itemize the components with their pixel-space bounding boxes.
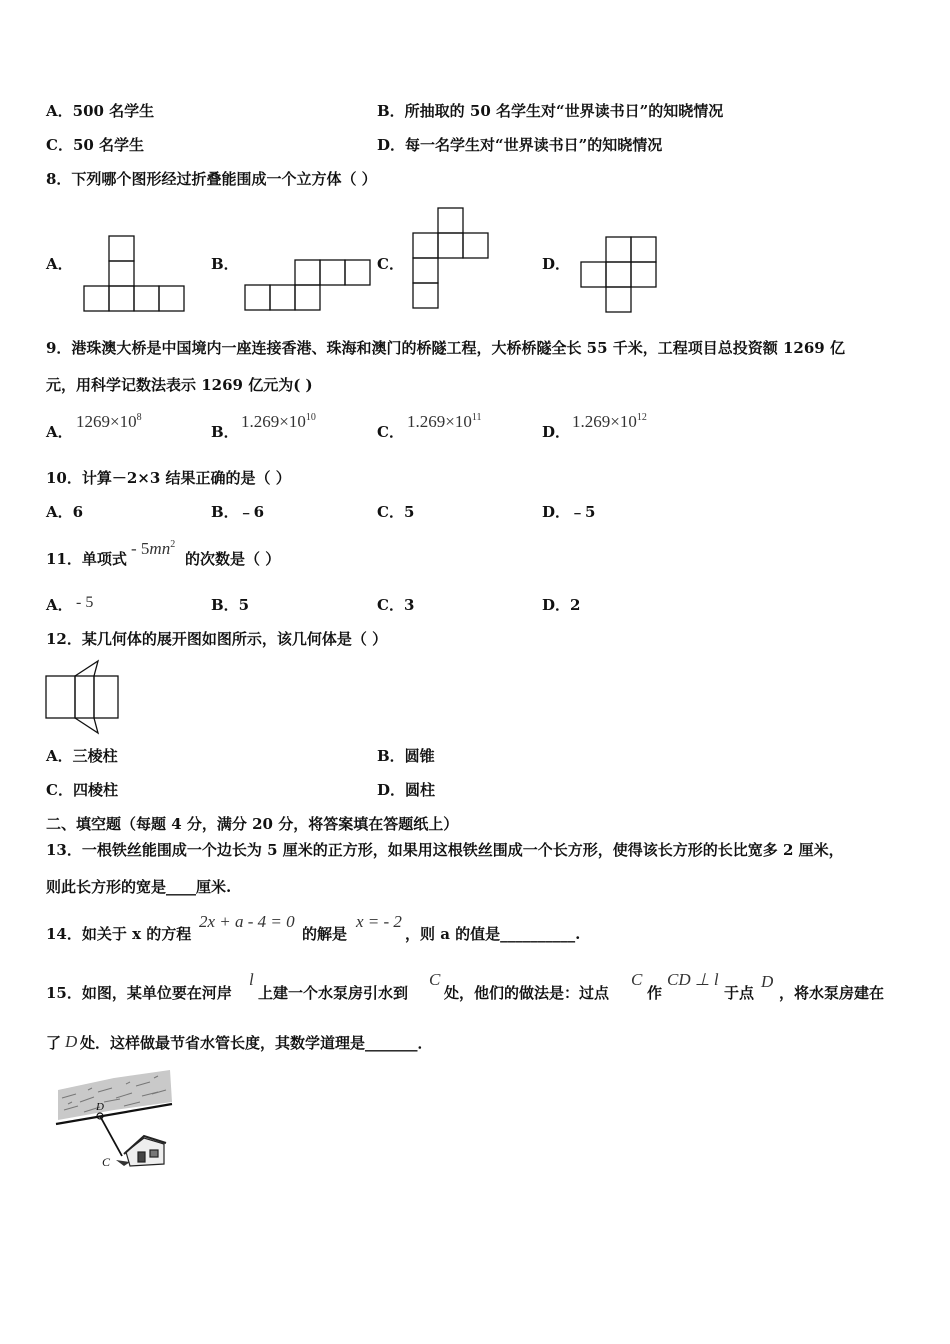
q11-option-b: B．5 bbox=[211, 596, 250, 614]
q7-option-b: B．所抽取的 50 名学生对“世界读书日”的知晓情况 bbox=[377, 102, 724, 120]
q8-net-b-figure bbox=[243, 258, 373, 314]
q9-stem-line1: 9．港珠澳大桥是中国境内一座连接香港、珠海和澳门的桥隧工程，大桥桥隧全长 55 千米，工程项目总投资额 1269 亿 bbox=[46, 339, 845, 357]
q12-option-a: A．三棱柱 bbox=[46, 747, 118, 765]
q14-equation: 2x + a - 4 = 0 bbox=[199, 912, 295, 931]
q15-perp: CD ⊥ l bbox=[667, 970, 719, 989]
q8-label-c: C． bbox=[377, 255, 404, 273]
q15-sym-c: C bbox=[429, 970, 441, 989]
q15-line2-pre: 了 bbox=[46, 1034, 62, 1052]
q15-seg6: ，将水泵房建在 bbox=[779, 984, 885, 1002]
q15-line2-post: 处．这样做最节省水管长度，其数学道理是_______． bbox=[80, 1034, 433, 1052]
q9-label-a: A． bbox=[46, 423, 73, 441]
q10-option-a: A．6 bbox=[46, 503, 84, 521]
q11-stem-post: 的次数是（ ） bbox=[185, 550, 281, 568]
q11-option-a-math: - 5 bbox=[76, 594, 94, 611]
q14-mid: 的解是 bbox=[302, 925, 348, 943]
q14-post: ，则 a 的值是__________. bbox=[405, 925, 581, 943]
q12-option-d: D．圆柱 bbox=[377, 781, 436, 799]
q15-sym-d: D bbox=[761, 972, 774, 991]
q14-solution: x = - 2 bbox=[356, 912, 402, 931]
q11-option-c: C．3 bbox=[377, 596, 415, 614]
q9-option-b-math: $1.269\times 10^{10}$ bbox=[241, 412, 316, 431]
q7-option-c: C．50 名学生 bbox=[46, 136, 145, 154]
q7-option-d: D．每一名学生对“世界读书日”的知晓情况 bbox=[377, 136, 663, 154]
q8-stem: 8．下列哪个图形经过折叠能围成一个立方体（ ） bbox=[46, 170, 377, 188]
q8-label-d: D． bbox=[542, 255, 571, 273]
q8-label-b: B． bbox=[211, 255, 239, 273]
q9-option-d-math: $1.269\times 10^{12}$ bbox=[572, 412, 647, 431]
q9-stem-line2: 元，用科学记数法表示 1269 亿元为( ) bbox=[46, 376, 313, 394]
q8-net-c-figure bbox=[410, 206, 492, 312]
q15-seg2: 上建一个水泵房引水到 bbox=[258, 984, 409, 1002]
q8-label-a: A． bbox=[46, 255, 73, 273]
q15-seg5: 于点 bbox=[724, 984, 755, 1002]
q11-monomial: - $5mn^2$ bbox=[131, 539, 176, 558]
q11-option-a-label: A． bbox=[46, 596, 73, 614]
q10-option-d: D．﹣5 bbox=[542, 503, 596, 521]
q7-option-a: A．500 名学生 bbox=[46, 102, 155, 120]
q9-label-d: D． bbox=[542, 423, 571, 441]
q9-option-a-math: $1269\times 10^8$ bbox=[76, 412, 142, 431]
q10-option-c: C．5 bbox=[377, 503, 415, 521]
q11-option-d: D．2 bbox=[542, 596, 581, 614]
q14-pre: 14．如关于 x 的方程 bbox=[46, 925, 192, 943]
q13-line1: 13．一根铁丝能围成一个边长为 5 厘米的正方形，如果用这根铁丝围成一个长方形，使得该长方形的长比宽多 2 厘米， bbox=[46, 841, 844, 859]
q12-prism-net-figure bbox=[42, 658, 124, 736]
section-2-heading: 二、填空题（每题 4 分，满分 20 分，将答案填在答题纸上） bbox=[46, 815, 459, 833]
q15-sym-l: l bbox=[249, 970, 254, 989]
q15-seg3: 处，他们的做法是：过点 bbox=[444, 984, 610, 1002]
q15-figure-label-c: C bbox=[102, 1155, 111, 1169]
q12-option-c: C．四棱柱 bbox=[46, 781, 118, 799]
q12-option-b: B．圆锥 bbox=[377, 747, 435, 765]
q9-option-c-math: $1.269\times 10^{11}$ bbox=[407, 412, 482, 431]
q10-stem: 10．计算－2×3 结果正确的是（ ） bbox=[46, 469, 291, 487]
q9-label-c: C． bbox=[377, 423, 404, 441]
q12-stem: 12．某几何体的展开图如图所示，该几何体是（ ） bbox=[46, 630, 388, 648]
q11-stem-pre: 11．单项式 bbox=[46, 550, 127, 568]
q15-figure-label-d: D bbox=[96, 1101, 104, 1113]
q15-sym-c2: C bbox=[631, 970, 643, 989]
q10-option-b: B．﹣6 bbox=[211, 503, 265, 521]
q8-net-d-figure bbox=[578, 235, 660, 315]
q15-seg1: 15．如图，某单位要在河岸 bbox=[46, 984, 232, 1002]
q15-seg4: 作 bbox=[647, 984, 663, 1002]
q15-river-figure bbox=[54, 1068, 176, 1172]
q15-line2-d: D bbox=[65, 1032, 78, 1051]
q8-net-a-figure bbox=[80, 234, 188, 316]
q9-label-b: B． bbox=[211, 423, 239, 441]
q13-line2: 则此长方形的宽是____厘米. bbox=[46, 878, 232, 896]
